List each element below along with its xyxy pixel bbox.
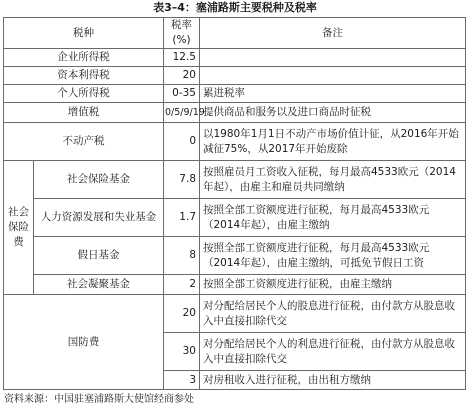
tax-name: 假日基金: [34, 237, 164, 275]
tax-rate: 0-35: [164, 85, 200, 103]
tax-name: 资本利得税: [4, 67, 164, 85]
tax-note: 按照全部工资额度进行征税，每月最高4533欧元（2014年起），由雇主缴纳: [200, 199, 466, 237]
tax-note: 对房租收入进行征税，由出租方缴纳: [200, 371, 466, 390]
header-row: [4, 18, 466, 49]
tax-note: 按照雇员月工资收入征税，每月最高4533欧元（2014年起），由雇主和雇员共同缴纳: [200, 161, 466, 199]
header-note: 备注: [200, 18, 466, 49]
tax-rate: 20: [164, 295, 200, 333]
header-tax-name: 税种: [4, 18, 164, 49]
header-tax-rate: 税率(%): [164, 18, 200, 49]
tax-note: 按照全部工资额度进行征税，每月最高4533欧元（2014年起），由雇主缴纳，可抵免节假日工资: [200, 237, 466, 275]
table-row: [4, 199, 466, 237]
tax-name: 社会凝聚基金: [34, 275, 164, 295]
tax-rate: 20: [164, 67, 200, 85]
source-note: 资料来源：中国驻塞浦路斯大使馆经商参处: [4, 394, 194, 405]
tax-rate: 12.5: [164, 49, 200, 67]
table-row: [4, 123, 466, 161]
tax-table: [3, 17, 466, 390]
tax-note: [200, 49, 466, 67]
tax-note: 累进税率: [200, 85, 466, 103]
table-row: [4, 237, 466, 275]
table-row: [4, 67, 466, 85]
table-row: [4, 103, 466, 123]
tax-note: 对分配给居民个人的利息进行征税，由付款方从股息收入中直接扣除代交: [200, 333, 466, 371]
tax-rate: 7.8: [164, 161, 200, 199]
tax-rate: 0/5/9/19: [164, 103, 200, 123]
tax-name: 国防费: [4, 295, 164, 390]
table-row: [4, 49, 466, 67]
tax-name: 企业所得税: [4, 49, 164, 67]
tax-rate: 0: [164, 123, 200, 161]
tax-note: 以1980年1月1日不动产市场价值计征，从2016年开始减征75%，从2017年开始废除: [200, 123, 466, 161]
table-caption: 表3–4：塞浦路斯主要税种及税率: [153, 1, 317, 14]
social-insurance-group-label: 社会保险费: [4, 161, 34, 295]
tax-note: 按照全部工资额度进行征税，由雇主缴纳: [200, 275, 466, 295]
table-row: [4, 295, 466, 333]
tax-note: 对分配给居民个人的股息进行征税，由付款方从股息收入中直接扣除代交: [200, 295, 466, 333]
tax-rate: 3: [164, 371, 200, 390]
tax-rate: 8: [164, 237, 200, 275]
tax-rate: 1.7: [164, 199, 200, 237]
tax-rate: 2: [164, 275, 200, 295]
table-row: [4, 85, 466, 103]
tax-note: [200, 67, 466, 85]
tax-name: 增值税: [4, 103, 164, 123]
tax-rate: 30: [164, 333, 200, 371]
table-row: [4, 275, 466, 295]
table-row: [4, 161, 466, 199]
tax-name: 个人所得税: [4, 85, 164, 103]
tax-name: 不动产税: [4, 123, 164, 161]
tax-note: 提供商品和服务以及进口商品时征税: [200, 103, 466, 123]
tax-name: 人力资源发展和失业基金: [34, 199, 164, 237]
tax-name: 社会保险基金: [34, 161, 164, 199]
